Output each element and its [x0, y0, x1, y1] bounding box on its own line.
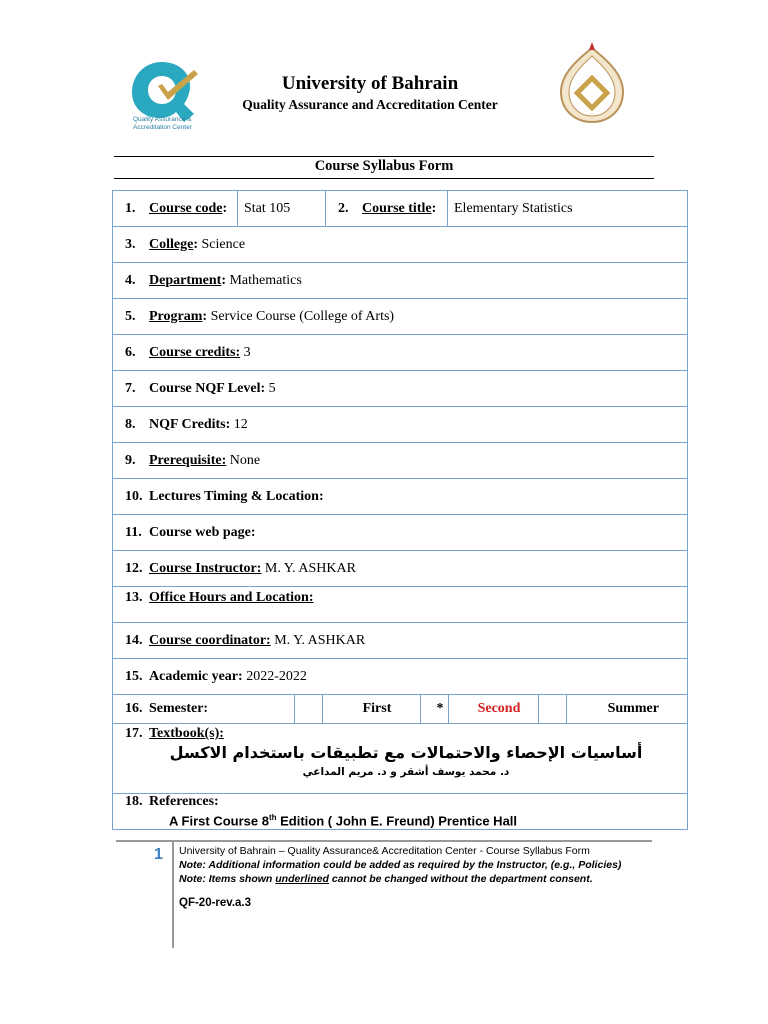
row-program: 5. Program: Service Course (College of Arts) [113, 299, 688, 335]
row-course-code-title [113, 191, 688, 227]
semester-summer-box [538, 695, 566, 723]
row-textbook: 17. Textbook(s): أساسيات الإحصاء والاحتمالات مع تطبيقات باستخدام الاكسل د. محمد يوسف أشقر و د. مريم المداعي [113, 724, 688, 794]
row-nqf-credits: 8. NQF Credits: 12 [113, 407, 688, 443]
footer-note-1: Note: Additional information could be added as required by the Instructor, (e.g., Policies) [179, 859, 622, 871]
row-nqf-level: 7. Course NQF Level: 5 [113, 371, 688, 407]
row-references: 18. References: A First Course 8th Edition ( John E. Freund) Prentice Hall [113, 794, 688, 830]
center-name: Quality Assurance and Accreditation Center [242, 97, 498, 112]
row-instructor: 12. Course Instructor: M. Y. ASHKAR [113, 551, 688, 587]
university-name: University of Bahrain [281, 73, 459, 94]
page-number: 1 [154, 846, 163, 863]
row-academic-year: 15. Academic year: 2022-2022 [113, 659, 688, 695]
semester-second: Second [448, 695, 538, 723]
course-title-value: Elementary Statistics [448, 191, 688, 227]
row-lectures: 10. Lectures Timing & Location: [113, 479, 688, 515]
logo-caption: Quality Assurance & Accreditation Center [133, 116, 192, 131]
form-title: Course Syllabus Form [314, 158, 454, 174]
row-coordinator: 14. Course coordinator: M. Y. ASHKAR [113, 623, 688, 659]
row-college: 3. College: Science [113, 227, 688, 263]
semester-label-cell: 16. Semester: [113, 695, 294, 723]
footer-note-2: Note: Items shown underlined cannot be changed without the department consent. [179, 873, 593, 885]
course-title-label-cell: 2. Course title: [326, 191, 448, 227]
semester-first: First [322, 695, 420, 723]
textbook-arabic-authors: د. محمد يوسف أشقر و د. مريم المداعي [302, 766, 510, 778]
university-seal-logo [555, 40, 629, 124]
row-semester [113, 695, 688, 724]
course-code-label-cell: 1. Course code: [113, 191, 238, 227]
semester-summer: Summer [607, 701, 659, 716]
row-prerequisite: 9. Prerequisite: None [113, 443, 688, 479]
row-credits: 6. Course credits: 3 [113, 335, 688, 371]
semester-first-box [294, 695, 322, 723]
textbook-arabic-title: أساسيات الإحصاء والاحتمالات مع تطبيقات باستخدام الاكسل [169, 743, 643, 762]
row-office-hours: 13. Office Hours and Location: [113, 587, 688, 623]
document-header [200, 72, 540, 114]
row-department: 4. Department: Mathematics [113, 263, 688, 299]
page-footer [116, 840, 652, 950]
semester-second-mark: * [420, 695, 448, 723]
reference-entry: A First Course 8th Edition ( John E. Freund) Prentice Hall [169, 813, 518, 829]
footer-form-name: University of Bahrain – Quality Assurance& Accreditation Center - Course Syllabus Form [179, 845, 590, 857]
title-rule-top [114, 156, 654, 157]
row-webpage: 11. Course web page: [113, 515, 688, 551]
course-code-value: Stat 105 [238, 191, 326, 227]
title-rule-bottom [114, 178, 654, 179]
form-code: QF-20-rev.a.3 [179, 897, 252, 909]
semester-table [113, 695, 688, 723]
syllabus-table [112, 190, 688, 830]
